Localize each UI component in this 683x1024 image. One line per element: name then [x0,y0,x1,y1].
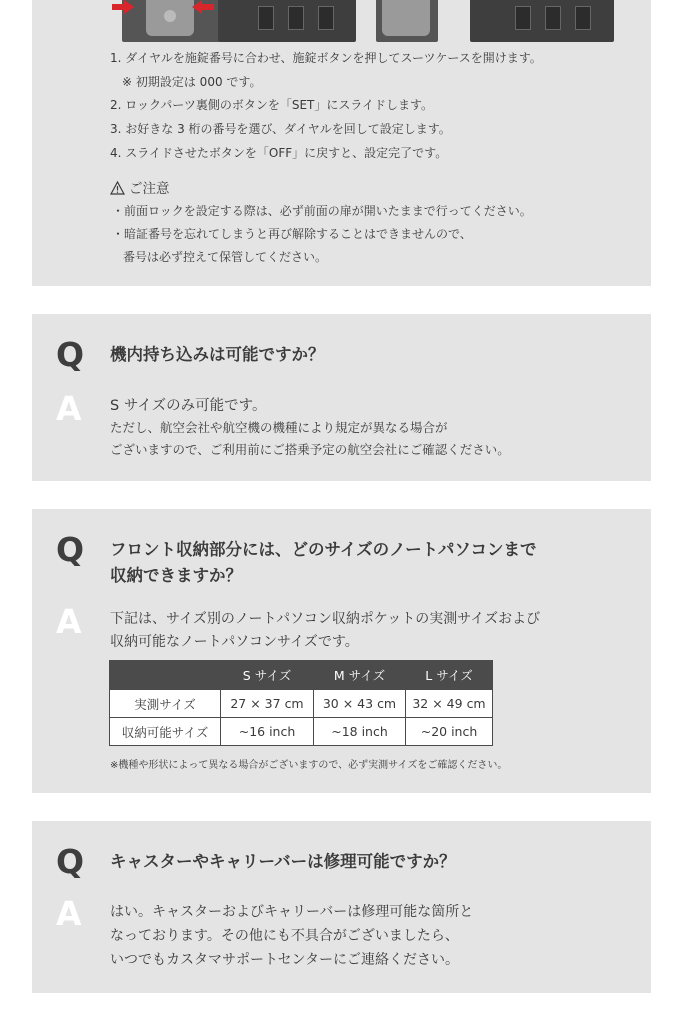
faq-answer-line: 下記は、サイズ別のノートパソコン収納ポケットの実測サイズおよび [110,611,541,627]
table-cell: 30 × 43 cm [314,690,406,718]
table-cell: ~18 inch [314,718,406,746]
caution-item-continued: 番号は必ず控えて保管してください。 [123,250,328,264]
table-cell: 収納可能サイズ [110,718,221,746]
a-mark: A [56,894,82,933]
table-header-cell: L サイズ [406,661,493,690]
a-mark: A [56,602,82,641]
caution-item: ・前面ロックを設定する際は、必ず前面の扉が開いたままで行ってください。 [112,204,532,218]
lock-instruction-card [32,0,651,286]
table-header-cell: M サイズ [314,661,406,690]
step-2: 2. ロックパーツ裏側のボタンを「SET」にスライドします。 [110,98,434,112]
table-footnote: ※機種や形状によって異なる場合がございますので、必ず実測サイズをご確認ください。 [110,760,508,771]
table-cell: ~16 inch [221,718,314,746]
faq-question: 機内持ち込みは可能ですか？ [110,345,325,364]
lock-photo-3 [376,0,438,42]
faq-item [32,314,651,481]
q-mark: Q [56,842,85,881]
a-mark: A [56,389,82,428]
faq-answer-line: なっております。その他にも不具合がございましたら、 [110,928,459,944]
warning-triangle-icon [110,181,125,195]
faq-item [32,821,651,993]
step-3: 3. お好きな 3 桁の番号を選び、ダイヤルを回して設定します。 [110,122,451,136]
step-note: ※ 初期設定は 000 です。 [122,75,262,89]
faq-answer-lead: S サイズのみ可能です。 [110,398,267,414]
faq-answer-line: ただし、航空会社や航空機の機種により規定が異なる場合が [110,420,448,435]
table-row [110,718,493,746]
table-cell: ~20 inch [406,718,493,746]
faq-item [32,509,651,793]
faq-answer-line: はい。キャスターおよびキャリーバーは修理可能な箇所と [110,904,474,920]
lock-photo-4 [470,0,614,42]
step-4: 4. スライドさせたボタンを「OFF」に戻すと、設定完了です。 [110,146,448,160]
table-header-row [110,661,493,690]
laptop-size-table [109,660,493,746]
caution-item: ・暗証番号を忘れてしまうと再び解除することはできませんので、 [112,227,472,241]
table-header-cell: S サイズ [221,661,314,690]
faq-question: キャスターやキャリーバーは修理可能ですか？ [110,852,456,871]
caution-heading [110,177,170,197]
q-mark: Q [56,335,85,374]
lock-photo-2 [218,0,356,42]
table-cell: 実測サイズ [110,690,221,718]
table-cell: 27 × 37 cm [221,690,314,718]
step-1: 1. ダイヤルを施錠番号に合わせ、施錠ボタンを押してスーツケースを開けます。 [110,51,542,65]
faq-question: フロント収納部分には、どのサイズのノートパソコンまで [110,540,537,559]
table-cell: 32 × 49 cm [406,690,493,718]
faq-answer-line: 収納可能なノートパソコンサイズです。 [110,634,359,650]
table-header-cell [110,661,221,690]
table-row [110,690,493,718]
faq-answer-line: ございますので、ご利用前にご搭乗予定の航空会社にご確認ください。 [110,442,510,457]
faq-answer-line: いつでもカスタマサポートセンターにご連絡ください。 [110,952,460,968]
red-arrow-icon [192,0,214,14]
red-arrow-icon [112,0,134,14]
caution-title: ご注意 [129,181,170,197]
q-mark: Q [56,530,85,569]
faq-question-line2: 収納できますか？ [110,566,242,585]
